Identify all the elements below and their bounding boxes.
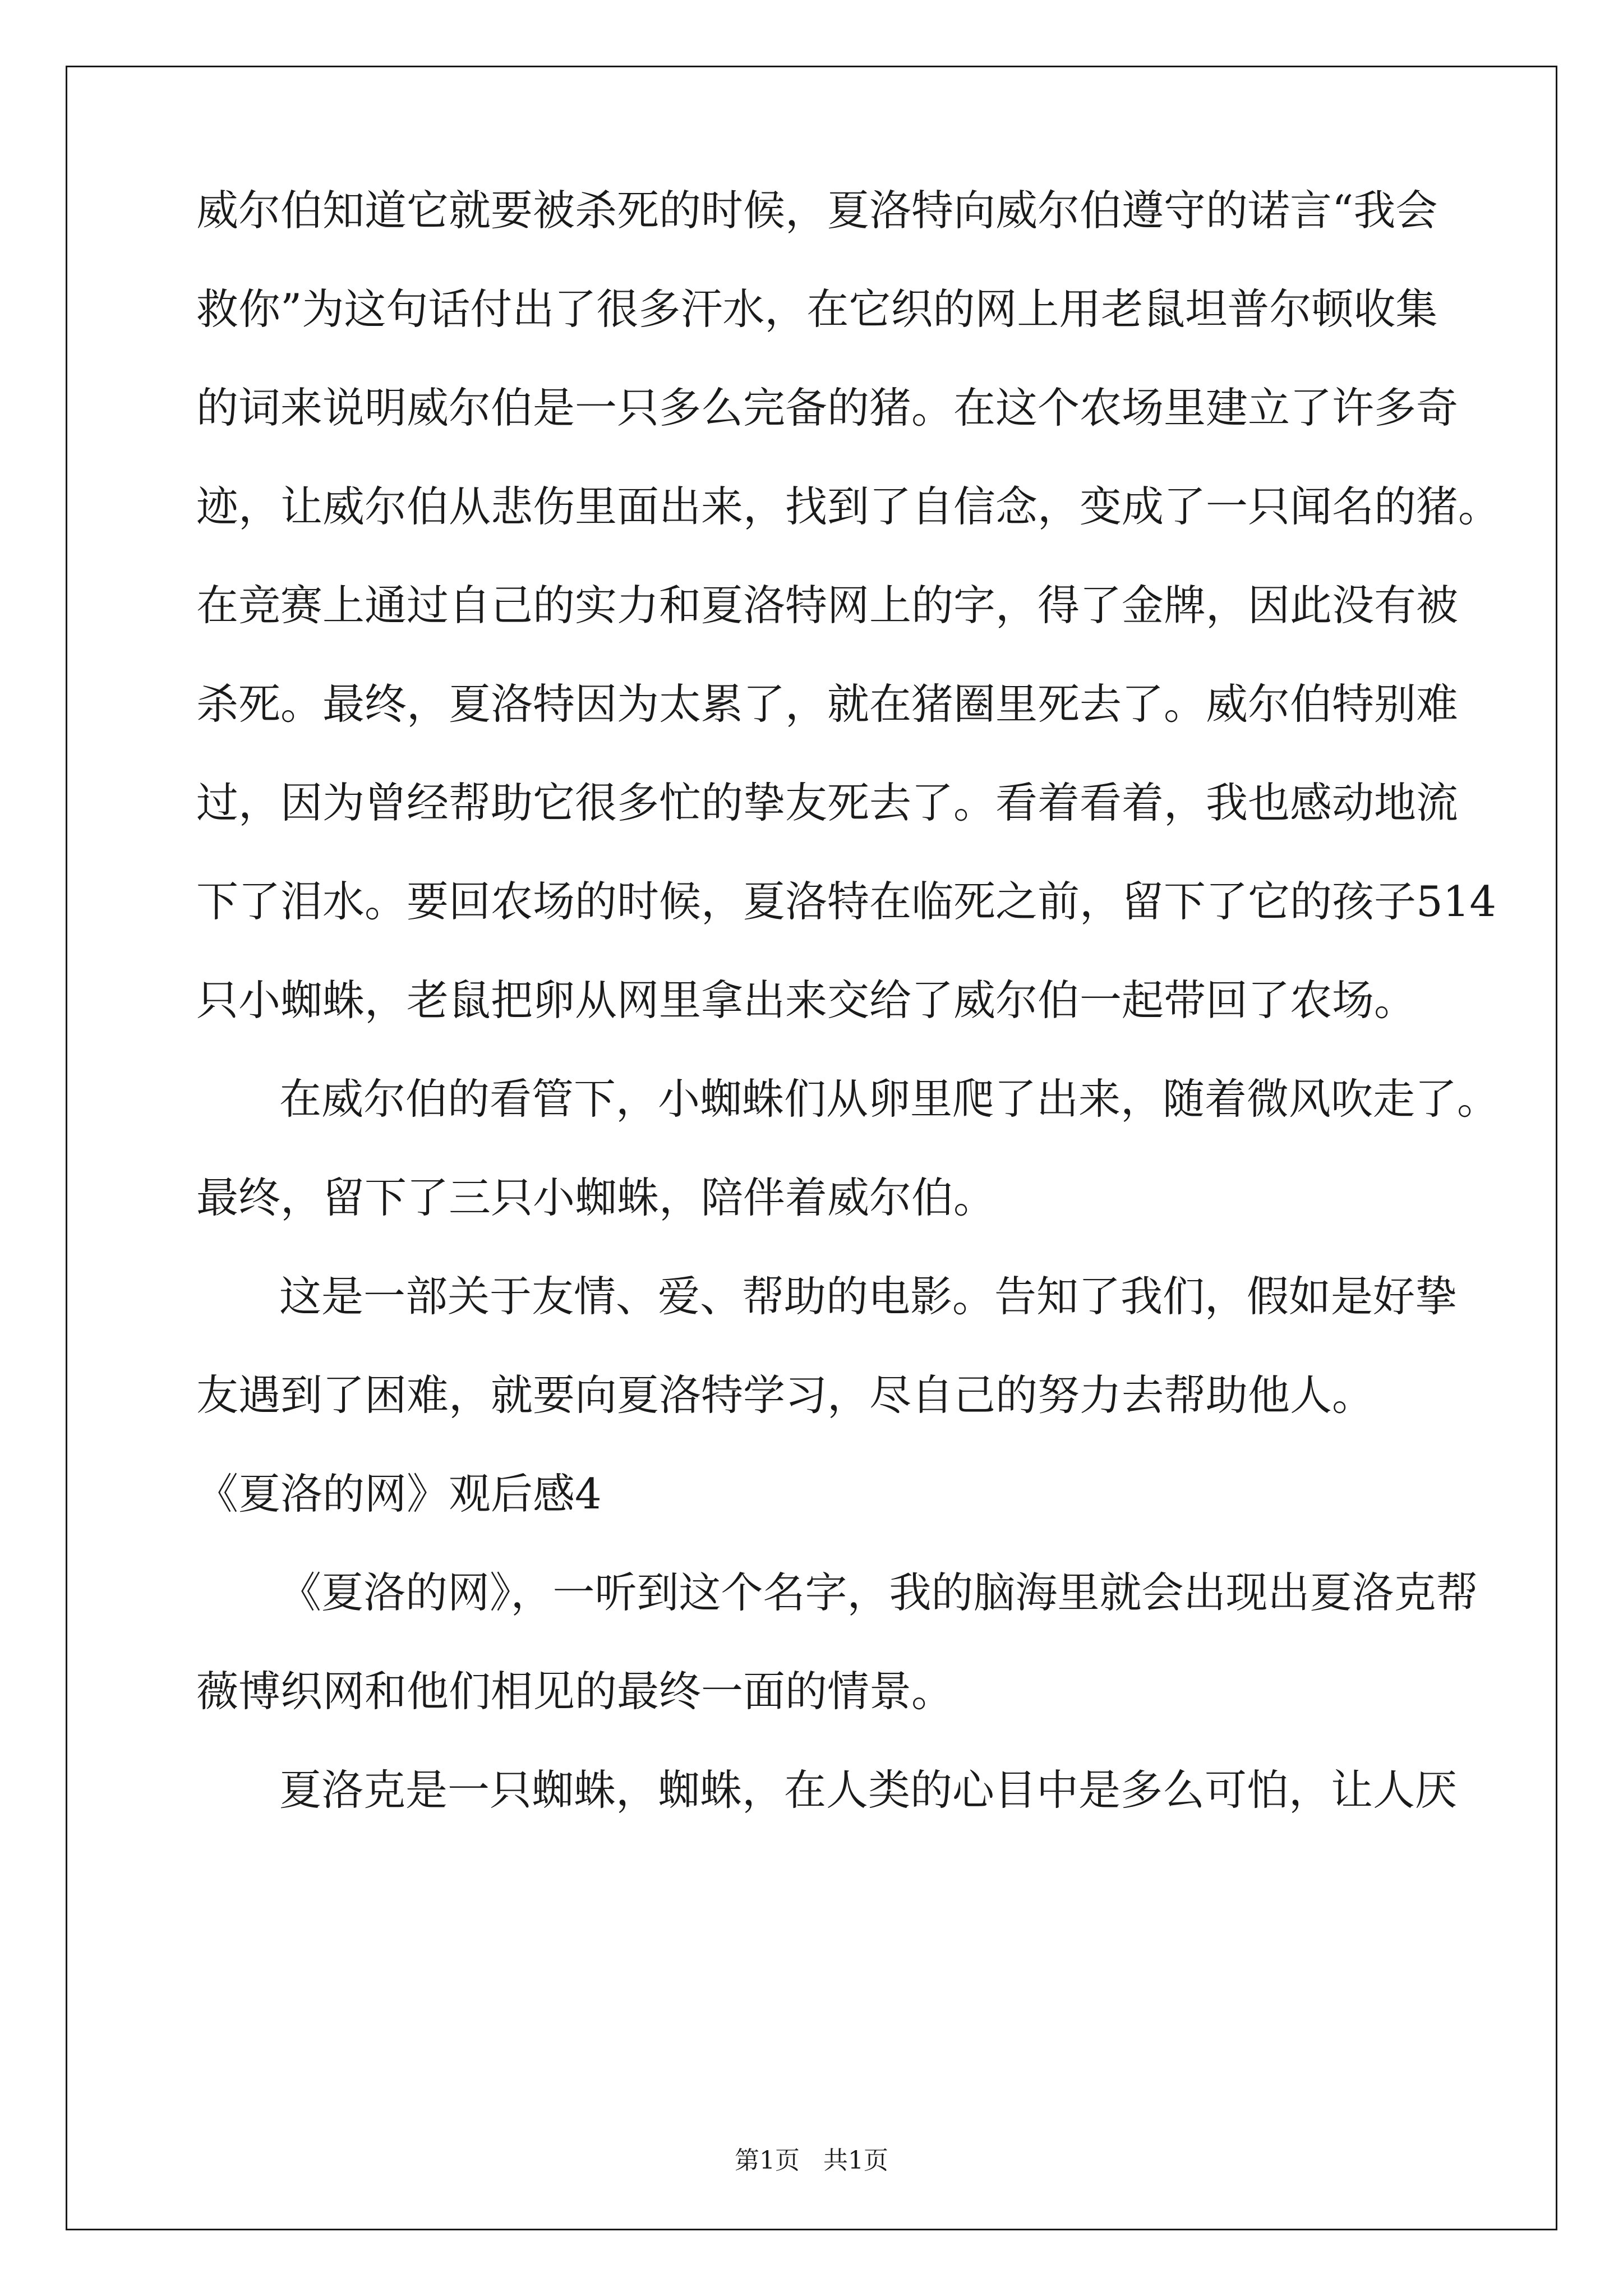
text-line: 威尔伯知道它就要被杀死的时候，夏洛特向威尔伯遵守的诺言“我会 xyxy=(196,186,1438,235)
text-line: 过，因为曾经帮助它很多忙的挚友死去了。看着看着，我也感动地流 xyxy=(196,778,1459,827)
text-line: 薇博织网和他们相见的最终一面的情景。 xyxy=(196,1667,954,1716)
text-line: 迹，让威尔伯从悲伤里面出来，找到了自信念，变成了一只闻名的猪。 xyxy=(196,482,1501,531)
text-line: 的词来说明威尔伯是一只多么完备的猪。在这个农场里建立了许多奇 xyxy=(196,383,1459,432)
text-line: 只小蜘蛛，老鼠把卵从网里拿出来交给了威尔伯一起带回了农场。 xyxy=(196,976,1417,1025)
text-line: 最终，留下了三只小蜘蛛，陪伴着威尔伯。 xyxy=(196,1173,996,1222)
text-line: 救你”为这句话付出了很多汗水，在它织的网上用老鼠坦普尔顿收集 xyxy=(196,284,1438,334)
page-footer: 第1页 共1页 xyxy=(735,2146,888,2175)
section-heading: 《夏洛的网》观后感4 xyxy=(196,1469,602,1519)
text-line: 下了泪水。要回农场的时候，夏洛特在临死之前，留下了它的孩子514 xyxy=(196,877,1497,926)
text-line: 在竞赛上通过自己的实力和夏洛特网上的字，得了金牌，因此没有被 xyxy=(196,581,1459,630)
text-line: 友遇到了困难，就要向夏洛特学习，尽自己的努力去帮助他人。 xyxy=(196,1370,1375,1420)
paragraph-start-line: 这是一部关于友情、爱、帮助的电影。告知了我们，假如是好挚 xyxy=(279,1272,1458,1321)
text-line: 杀死。最终，夏洛特因为太累了，就在猪圈里死去了。威尔伯特别难 xyxy=(196,679,1459,729)
paragraph-start-line: 夏洛克是一只蜘蛛，蜘蛛，在人类的心目中是多么可怕，让人厌 xyxy=(279,1765,1458,1815)
paragraph-start-line: 在威尔伯的看管下，小蜘蛛们从卵里爬了出来，随着微风吹走了。 xyxy=(279,1074,1500,1124)
paragraph-start-line: 《夏洛的网》，一听到这个名字，我的脑海里就会出现出夏洛克帮 xyxy=(279,1568,1478,1617)
